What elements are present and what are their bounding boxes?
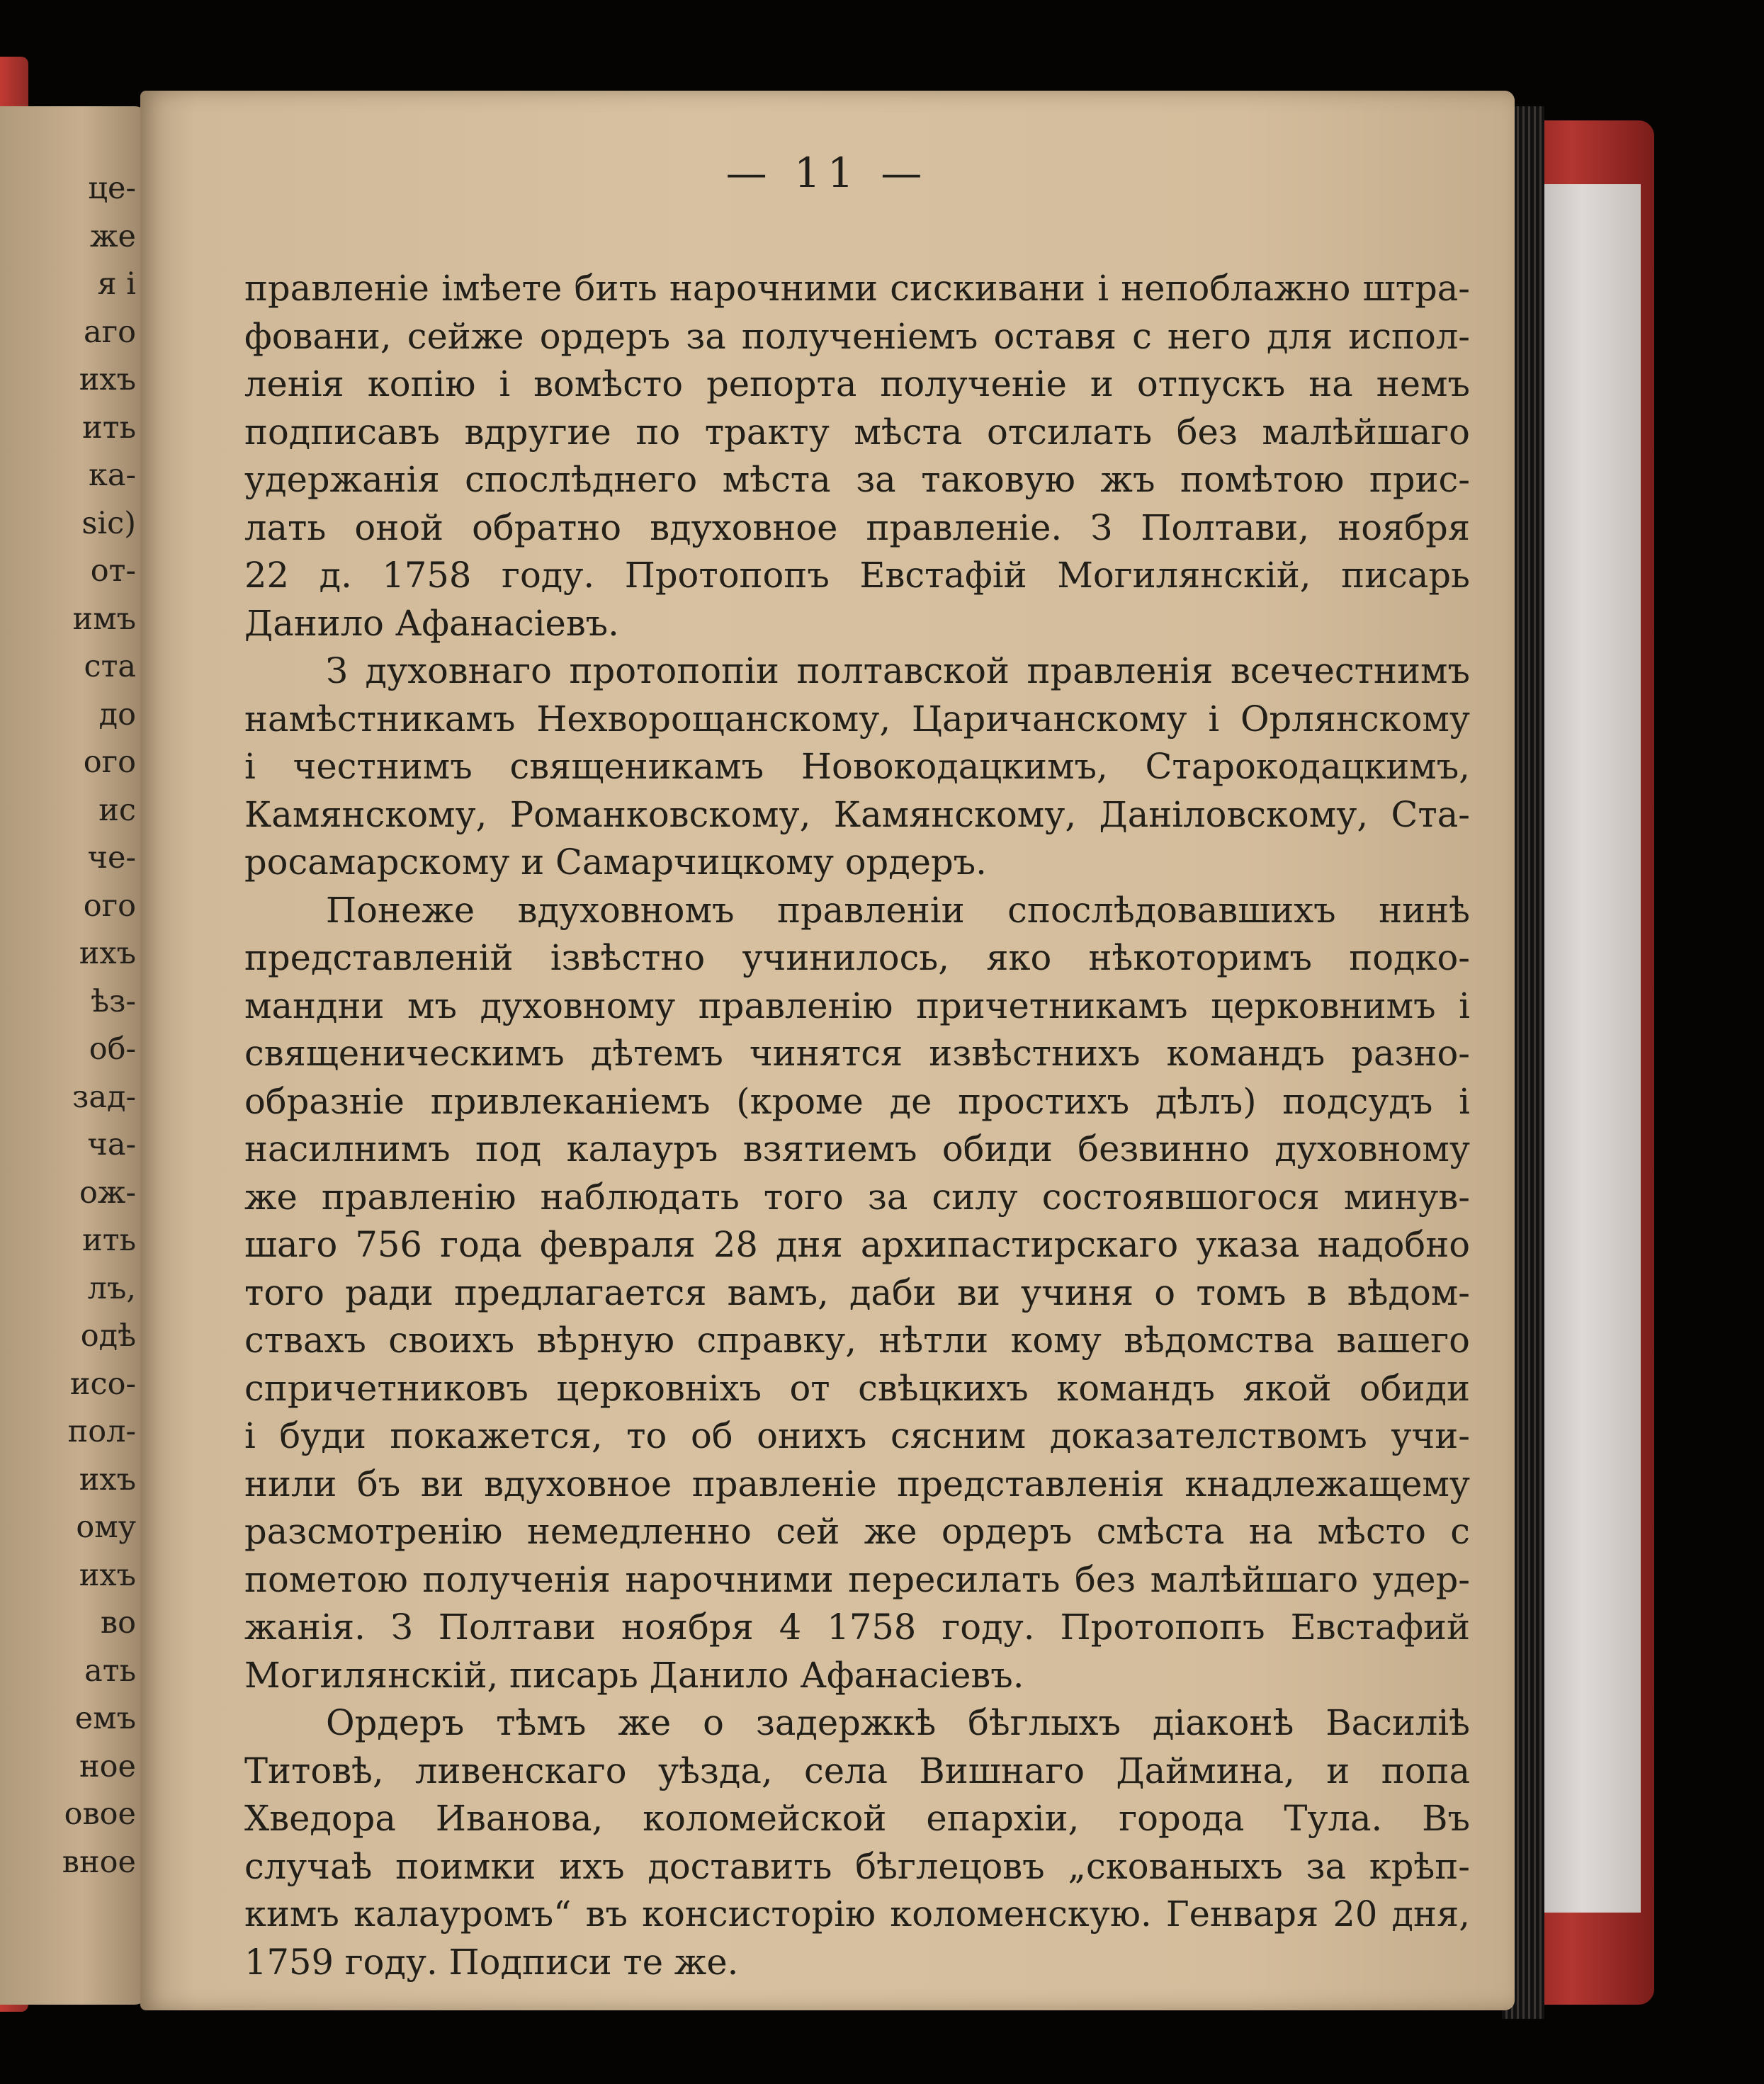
text-line: правленіе імѣете бить нарочними сискивани і непоблажно штра- xyxy=(244,268,1470,309)
text-line: нили бъ ви вдуховное правленіе представленія кнадлежащему xyxy=(244,1463,1470,1505)
left-page-fragment: имъ xyxy=(72,601,136,637)
text-line: же правленію наблюдать того за силу состоявшогося минув- xyxy=(244,1176,1470,1218)
left-page-fragment: ить xyxy=(82,409,136,446)
text-line: шаго 756 года февраля 28 дня архипастирскаго указа надобно xyxy=(244,1224,1470,1265)
text-line: кимъ калауромъ“ въ консисторію коломенскую. Генваря 20 дня, xyxy=(244,1893,1470,1935)
text-line: Титовѣ, ливенскаго уѣзда, села Вишнаго Даймина, и попа xyxy=(244,1750,1470,1791)
text-line: Хведора Иванова, коломейской епархіи, города Тула. Въ xyxy=(244,1798,1470,1839)
text-line: случаѣ поимки ихъ доставить бѣглецовъ „скованыхъ за крѣп- xyxy=(244,1845,1470,1887)
text-line: намѣстникамъ Нехворощанскому, Царичанскому і Орлянскому xyxy=(244,698,1470,740)
text-line: пометою полученія нарочними пересилать без малѣйшаго удер- xyxy=(244,1558,1470,1600)
text-line: 22 д. 1758 году. Протопопъ Евстафій Могилянскій, писарь xyxy=(244,555,1470,596)
left-page-fragment: же xyxy=(89,218,136,254)
text-line: разсмотренію немедленно сей же ордеръ смѣста на мѣсто с xyxy=(244,1511,1470,1552)
left-page-fragment: ож- xyxy=(79,1174,136,1211)
text-line: удержанія спослѣднего мѣста за таковую жъ помѣтою прис- xyxy=(244,459,1470,500)
left-page-fragment: вное xyxy=(62,1844,136,1880)
left-page-fragment: исо- xyxy=(69,1366,136,1402)
left-page-fragment: аго xyxy=(83,314,136,350)
left-page-fragment: овое xyxy=(64,1796,136,1832)
left-page-fragment: ное xyxy=(79,1748,136,1784)
text-line: фовани, сейже ордеръ за полученіемъ оставя с него для испол- xyxy=(244,315,1470,357)
left-page-fragment: об- xyxy=(89,1031,136,1067)
text-line: священическимъ дѣтемъ чинятся извѣстнихъ командъ разно- xyxy=(244,1033,1470,1074)
left-page-fragment: зад- xyxy=(72,1079,136,1115)
left-page-fragment: во xyxy=(100,1605,136,1641)
text-line: ленія копію і вомѣсто репорта полученіе и отпускъ на немъ xyxy=(244,363,1470,404)
text-line: лать оной обратно вдуховное правленіе. З Полтави, ноября xyxy=(244,506,1470,548)
page-number: — 11 — xyxy=(725,149,929,197)
left-page-fragment: ка- xyxy=(88,458,136,493)
text-line: і честнимъ священикамъ Новокодацкимъ, Старокодацкимъ, xyxy=(244,746,1470,787)
text-line: ствахъ своихъ вѣрную справку, нѣтли кому вѣдомства вашего xyxy=(244,1320,1470,1361)
paragraph xyxy=(244,887,1470,1700)
text-line: Данило Афанасіевъ. xyxy=(244,602,619,644)
text-line: подписавъ вдругие по тракту мѣста отсилать без малѣйшаго xyxy=(244,411,1470,453)
left-page-fragment: емъ xyxy=(74,1701,136,1736)
left-page-fragment: лъ, xyxy=(87,1270,136,1306)
text-line: Камянскому, Романковскому, Камянскому, Даніловскому, Ста- xyxy=(244,793,1470,835)
text-line: Ордеръ тѣмъ же о задержкѣ бѣглыхъ діаконѣ Василіѣ xyxy=(326,1702,1470,1743)
left-page-fragment: я і xyxy=(97,266,136,302)
left-page-fragment: sic) xyxy=(81,505,136,541)
left-page-fragment: ис xyxy=(98,792,136,828)
text-line: жанія. З Полтави ноября 4 1758 году. Протопопъ Евстафий xyxy=(244,1607,1470,1648)
text-line: спричетниковъ церковніхъ от свѣцкихъ командъ якой обиди xyxy=(244,1367,1470,1409)
paragraph xyxy=(244,265,1470,647)
text-line: Могилянскій, писарь Данило Афанасіевъ. xyxy=(244,1654,1024,1696)
left-page-fragment: че- xyxy=(87,840,136,876)
text-line: 1759 году. Подписи те же. xyxy=(244,1941,739,1983)
left-page-fragment: ого xyxy=(83,888,136,924)
text-line: образніе привлеканіемъ (кроме де простихъ дѣлъ) подсудъ і xyxy=(244,1080,1470,1122)
left-page-fragment: ста xyxy=(84,649,136,684)
paragraph xyxy=(244,647,1470,887)
text-line: росамарскому и Самарчицкому ордеръ. xyxy=(244,842,987,883)
text-line: і буди покажется, то об онихъ сясним доказателствомъ учи- xyxy=(244,1415,1470,1456)
left-page-fragment: до xyxy=(98,696,136,732)
left-page-fragment: ихъ xyxy=(79,1461,136,1497)
left-page-fragment: ить xyxy=(82,1223,136,1258)
left-page-fragment: одѣ xyxy=(80,1318,136,1354)
left-page-fragment: ихъ xyxy=(79,936,136,971)
left-page-fragment: ихъ xyxy=(79,362,136,397)
text-line: Понеже вдуховномъ правленіи спослѣдовавшихъ нинѣ xyxy=(326,889,1470,931)
left-page-fragment: ча- xyxy=(87,1127,136,1162)
left-page-fragment: ѣз- xyxy=(91,983,136,1019)
left-page-fragment: ого xyxy=(83,744,136,780)
text-line: мандни мъ духовному правленію причетникамъ церковнимъ і xyxy=(244,985,1470,1026)
left-page-fragment: це- xyxy=(88,171,136,206)
left-page-edge xyxy=(0,106,149,2005)
text-line: представленій ізвѣстно учинилось, яко нѣкоторимъ подко- xyxy=(244,937,1470,978)
left-page-fragment: ому xyxy=(76,1510,136,1545)
left-page-fragment: от- xyxy=(90,553,136,589)
paragraph xyxy=(244,1699,1470,1986)
text-line: того ради предлагается вамъ, даби ви учиня о томъ в вѣдом- xyxy=(244,1272,1470,1313)
left-page-fragment: ихъ xyxy=(79,1557,136,1593)
left-page-fragment: пол- xyxy=(67,1414,136,1449)
text-line: З духовнаго протопопіи полтавской правленія всечестнимъ xyxy=(326,650,1470,691)
left-page-fragment: ать xyxy=(84,1653,136,1689)
page-text xyxy=(244,265,1470,1986)
text-line: насилнимъ под калауръ взятиемъ обиди безвинно духовному xyxy=(244,1128,1470,1170)
